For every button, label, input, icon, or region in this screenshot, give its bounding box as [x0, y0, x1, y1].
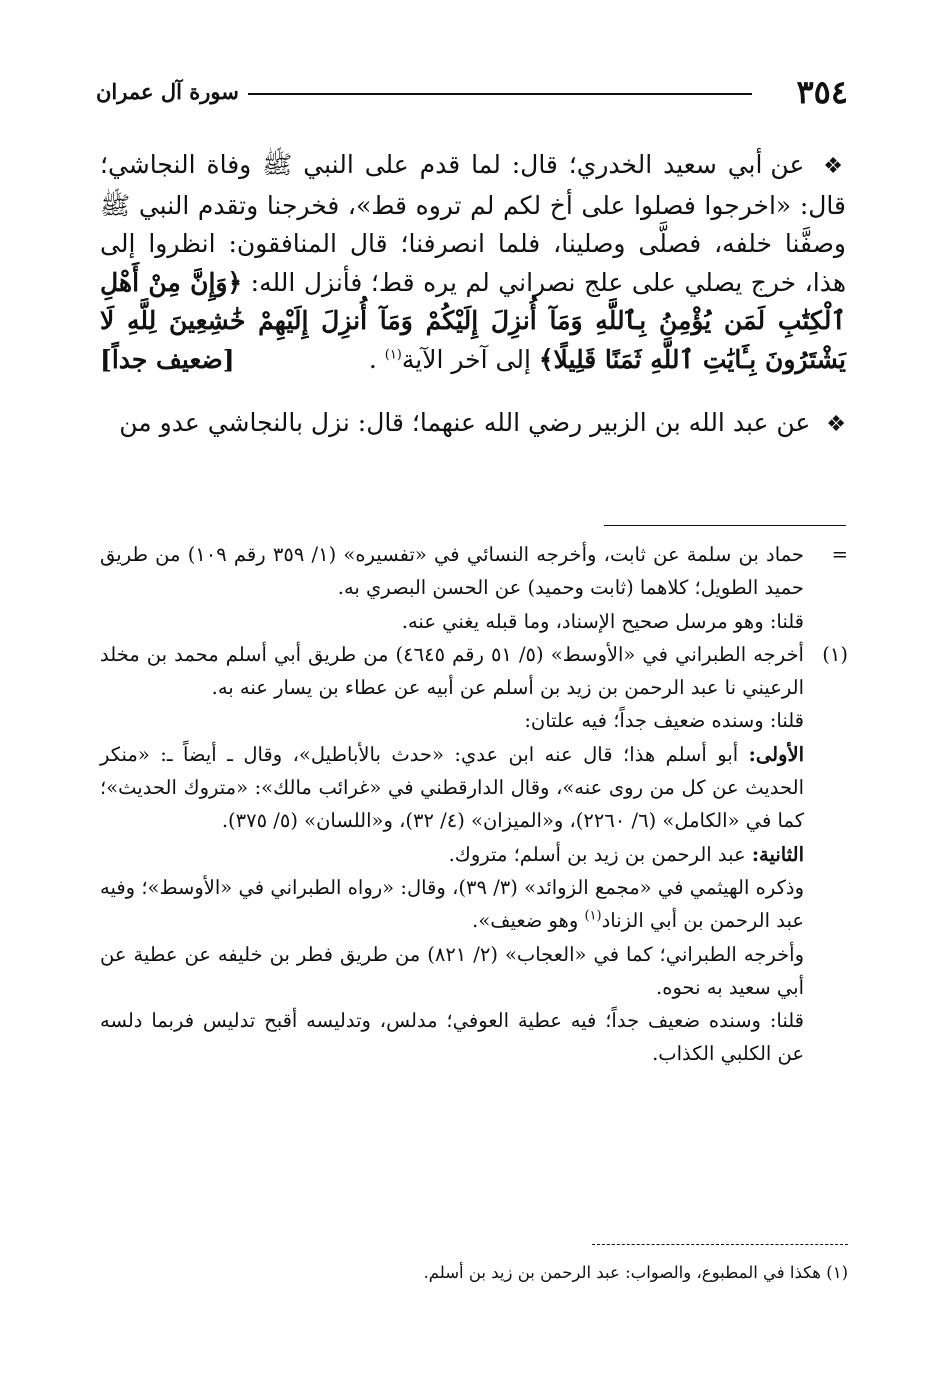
hadith-paragraph-2 [100, 404, 846, 445]
hadith-text: عن أبي سعيد الخدري؛ قال: لما قدم على النبي ﷺ وفاة النجاشي؛ قال: «اخرجوا فصلوا على أخ لكم لم تروه قط»، فخرجنا وتقدم النبي ﷺ وصفَّنا خلفه، فصلَّى وصلينا، فلما انصرفنا؛ قال المنافقون: انظروا إلى هذا، خرج يصلي على علج نصراني لم يره قط؛ فأنزل الله: [100, 150, 847, 297]
footnote-1 [100, 638, 848, 1071]
diamond-bullet-icon: ❖ [826, 411, 846, 437]
page-number: ٣٥٤ [796, 73, 848, 111]
haythami-text: وذكره الهيثمي في «مجمع الزوائد» (٣/ ٣٩)، وقال: «رواه الطبراني في «الأوسط»؛ وفيه عبد الرحمن بن أبي الزناد [100, 875, 804, 933]
page-note [100, 1258, 848, 1288]
header-rule [248, 93, 752, 95]
haythami-text-end: وهو ضعيف». [472, 909, 579, 933]
surah-title: سورة آل عمران [96, 79, 239, 104]
footnote-separator [604, 525, 846, 526]
footnotes [100, 538, 848, 1071]
first-defect-text: أبو أسلم هذا؛ قال عنه ابن عدي: «حدث بالأباطيل»، وقال ـ أيضاً ـ: «منكر الحديث عن كل من روى عنه»، وقال الدارقطني في «غرائب مالك»: «متروك الحديث»؛ كما في «الكامل» (٦/ ٢٢٦٠)، و«الميزان» (٤/ ٣٢)، و«اللسان» (٥/ ٣٧٥). [100, 742, 804, 833]
footnote-continued [100, 538, 848, 638]
hadith-paragraph-1: ❖ عن أبي سعيد الخدري؛ قال: لما قدم على النبي ﷺ وفاة النجاشي؛ قال: «اخرجوا فصلوا على أخ لكم لم تروه قط»، فخرجنا وتقدم النبي ﷺ وصفَّنا خلفه، فصلَّى وصلينا، فلما انصرفنا؛ قال المنافقون: انظروا إلى هذا، خرج يصلي على علج نصراني لم يره قط؛ فأنزل الله: ﴿وَإِنَّ مِنْ أَهْلِ ٱلْكِتَٰبِ لَمَن يُؤْمِنُ بِٱللَّهِ وَمَآ أُنزِلَ إِلَيْكُمْ وَمَآ أُنزِلَ إِلَيْهِمْ خَٰشِعِينَ لِلَّهِ لَا يَشْتَرُونَ بِـَٔايَٰتِ ٱللَّهِ ثَمَنًا قَلِيلًا﴾ إلى آخر الآية$^{(١)}$ . [ضعيف جداً] [100, 146, 846, 380]
footnote-line: حماد بن سلمة عن ثابت، وأخرجه النسائي في «تفسيره» (١/ ٣٥٩ رقم ١٠٩) من طريق حميد الطويل؛ كلاهما (ثابت وحميد) عن الحسن البصري به. [100, 543, 804, 600]
page-note-text: هكذا في المطبوع، والصواب: عبد الرحمن بن زيد بن أسلم. [423, 1263, 821, 1282]
footnote-paragraph: أخرجه الطبراني في «الأوسط» (٥/ ٥١ رقم ٤٦٤٥) من طريق أبي أسلم محمد بن مخلد الرعيني نا عبد الرحمن بن زيد بن أسلم عن أبيه عن عطاء بن يسار عنه به. [100, 642, 804, 700]
page-note-separator [592, 1244, 848, 1245]
footnote-paragraph: قلنا: وسنده ضعيف جداً؛ فيه علتان: [524, 709, 804, 733]
footnote-paragraph: وأخرجه الطبراني؛ كما في «العجاب» (٢/ ٨٢١) من طريق فطر بن خليفه عن عطية عن أبي سعيد به نحوه. [100, 942, 804, 999]
hadith-text: عن عبد الله بن الزبير رضي الله عنهما؛ قال: نزل بالنجاشي عدو من [119, 407, 811, 437]
footnote-paragraph [100, 871, 804, 938]
footnote-ref[interactable]: (١) [384, 347, 402, 363]
footnote-line: قلنا: وهو مرسل صحيح الإسناد، وما قبله يغني عنه. [401, 609, 804, 633]
grade-label: [ضعيف جداً] [100, 344, 235, 374]
page-note-number: (١) [826, 1263, 848, 1282]
footnote-paragraph: قلنا: وسنده ضعيف جداً؛ فيه عطية العوفي؛ مدلس، وتدليسه أقبح تدليس فربما دلسه عن الكلبي الكذاب. [100, 1009, 804, 1066]
main-text [100, 146, 846, 444]
first-defect-label: الأولى: [748, 742, 804, 766]
page-header [96, 72, 848, 112]
footnote-ref[interactable]: (١) [584, 908, 602, 924]
second-defect-text: عبد الرحمن بن زيد بن أسلم؛ متروك. [448, 842, 746, 866]
footnote-paragraph [100, 738, 804, 838]
footnote-number: (١) [822, 642, 848, 666]
footnote-paragraph [100, 838, 804, 871]
diamond-bullet-icon: ❖ [823, 154, 846, 179]
verse-tail: إلى آخر الآية [401, 344, 531, 374]
continuation-mark: = [831, 543, 848, 566]
second-defect-label: الثانية: [751, 842, 804, 866]
quran-verse: ﴿وَإِنَّ مِنْ أَهْلِ ٱلْكِتَٰبِ لَمَن يُؤْمِنُ بِٱللَّهِ وَمَآ أُنزِلَ إِلَيْكُمْ وَمَآ أُنزِلَ إِلَيْهِمْ خَٰشِعِينَ لِلَّهِ لَا يَشْتَرُونَ بِـَٔايَٰتِ ٱللَّهِ ثَمَنًا قَلِيلًا﴾ [100, 267, 846, 374]
